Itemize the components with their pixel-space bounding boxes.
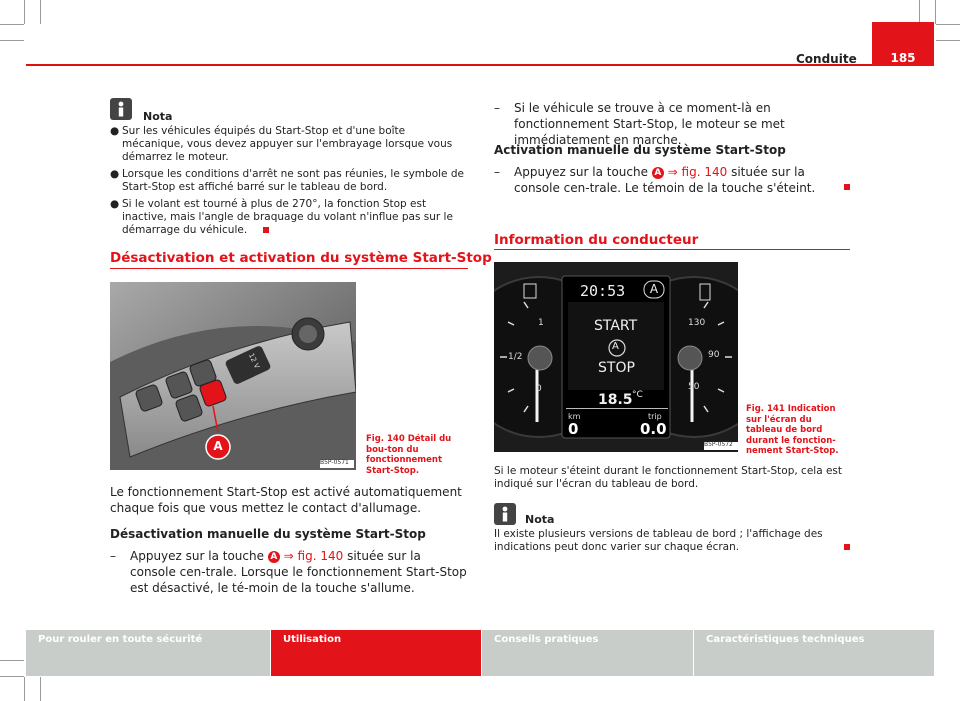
section-rule — [494, 249, 850, 250]
figure-code: B5P-0571 — [320, 459, 349, 466]
clock-display: 20:53 — [580, 282, 626, 300]
nota-bullet-list — [110, 125, 468, 237]
start-stop-symbol: A — [612, 341, 619, 352]
deactivation-heading: Désactivation manuelle du système Start-Stop — [110, 527, 426, 541]
fuel-tick-label: 0 — [536, 384, 542, 394]
fuel-tick-label: 1/2 — [508, 352, 523, 362]
page-number: 185 — [872, 22, 934, 66]
footer-tab-practical-tips[interactable]: Conseils pratiques — [482, 630, 693, 676]
section-end-marker — [263, 227, 269, 233]
section-end-marker — [844, 544, 850, 550]
crop-mark — [0, 24, 24, 25]
nota-title: Nota — [143, 110, 173, 123]
temp-tick-label: 50 — [688, 382, 700, 392]
bullet-text: Sur les véhicules équipés du Start-Stop et d'une boîte mécanique, vous devez appuyer sur l'embrayage lorsque vous démarrez le moteur. — [122, 125, 453, 163]
km-label: km — [568, 412, 581, 421]
start-label: START — [594, 318, 638, 334]
crop-mark — [0, 660, 24, 661]
list-item: ● Sur les véhicules équipés du Start-Stop et d'une boîte mécanique, vous devez appuyer sur l'embrayage lorsque vous démarrez le moteur. — [110, 125, 453, 163]
section-rule — [110, 268, 468, 269]
section-end-marker — [844, 184, 850, 190]
callout-a: A — [213, 439, 223, 453]
temp-unit: °C — [632, 390, 643, 400]
fuel-tick-label: 1 — [538, 318, 544, 328]
deactivation-step: – Appuyez sur la touche A ⇒ fig. 140 située sur la console cen-trale. Lorsque le fonctionnement Start-Stop est désactivé, le té-moin de la touche s'allume. — [110, 549, 467, 595]
trip-value: 0.0 — [640, 420, 667, 438]
crop-mark — [40, 677, 41, 701]
list-item: ● Lorsque les conditions d'arrêt ne sont pas réunies, le symbole de Start-Stop est affiché barré sur le tableau de bord. — [110, 168, 464, 193]
figure-caption: Fig. 141 Indication sur l'écran du tableau de bord durant le fonction-nement Start-Stop. — [746, 404, 839, 456]
socket-label: 12 V — [246, 352, 261, 370]
figure-140-photo — [110, 282, 356, 470]
intro-paragraph: Le fonctionnement Start-Stop est activé automatiquement chaque fois que vous mettez le contact d'allumage. — [110, 485, 462, 515]
temp-tick-label: 130 — [688, 318, 706, 328]
crop-mark — [919, 0, 920, 24]
crop-mark — [936, 24, 960, 25]
info-icon — [494, 503, 516, 525]
crop-mark — [40, 0, 41, 24]
bullet-text: Lorsque les conditions d'arrêt ne sont pas réunies, le symbole de Start-Stop est affiché barré sur le tableau de bord. — [122, 168, 464, 193]
crop-mark — [935, 0, 936, 24]
stop-label: STOP — [598, 360, 635, 376]
crop-mark — [0, 40, 24, 41]
activation-heading: Activation manuelle du système Start-Stop — [494, 143, 786, 157]
figure-141-dashboard — [494, 262, 738, 452]
section-title: Information du conducteur — [494, 232, 699, 248]
callout-a: A — [268, 551, 280, 563]
info-icon — [110, 98, 132, 120]
figure-code: B5P-0572 — [704, 441, 733, 448]
info-paragraph: Si le moteur s'éteint durant le fonctionnement Start-Stop, cela est indiqué sur l'écran du tableau de bord. — [494, 465, 843, 490]
temp-tick-label: 90 — [708, 350, 720, 360]
footer-tab-safety[interactable]: Pour rouler en toute sécurité — [26, 630, 270, 676]
chapter-title: Conduite — [796, 52, 857, 66]
list-item: ● Si le volant est tourné à plus de 270°, la fonction Stop est inactive, mais l'angle de braquage du volant n'influe pas sur le démarrage du véhicule. — [110, 198, 453, 236]
crop-mark — [24, 0, 25, 24]
figure-link[interactable]: ⇒ fig. 140 — [283, 549, 344, 563]
figure-link[interactable]: ⇒ fig. 140 — [667, 165, 728, 179]
step-text: Appuyez sur la touche — [130, 549, 264, 563]
outside-temp-value: 18.5 — [598, 392, 633, 408]
footer-tab-utilisation[interactable]: Utilisation — [271, 630, 481, 676]
nota-text: Il existe plusieurs versions de tableau de bord ; l'affichage des indications peut donc varier sur chaque écran. — [494, 528, 823, 553]
step-text: située sur la console cen-trale. Lorsque le fonctionnement Start-Stop est désactivé, le té-moin de la touche s'allume. — [130, 549, 467, 595]
figure-caption: Fig. 140 Détail du bou-ton du fonctionnement Start-Stop. — [366, 434, 452, 476]
nota-title: Nota — [525, 513, 555, 526]
trip-label: trip — [648, 412, 662, 421]
km-value: 0 — [568, 420, 579, 438]
step-text: située sur la console cen-trale. Le témoin de la touche s'éteint. — [514, 165, 816, 195]
crop-mark — [0, 676, 24, 677]
step-text: Appuyez sur la touche — [514, 165, 648, 179]
callout-a: A — [652, 167, 664, 179]
section-title: Désactivation et activation du système Start-Stop — [110, 250, 492, 266]
footer-tab-technical-data[interactable]: Caractéristiques techniques — [694, 630, 934, 676]
crop-mark — [24, 677, 25, 701]
dash-paragraph: – Si le véhicule se trouve à ce moment-là en fonctionnement Start-Stop, le moteur se met immédiatement en marche. — [494, 100, 850, 148]
crop-mark — [936, 40, 960, 41]
bullet-text: Si le volant est tourné à plus de 270°, la fonction Stop est inactive, mais l'angle de braquage du volant n'influe pas sur le démarrage du véhicule. — [122, 198, 453, 236]
activation-step: – Appuyez sur la touche A ⇒ fig. 140 située sur la console cen-trale. Le témoin de la touche s'éteint. — [494, 165, 816, 195]
step-text: Si le véhicule se trouve à ce moment-là en fonctionnement Start-Stop, le moteur se met immédiatement en marche. — [514, 101, 785, 147]
auto-indicator: A — [649, 282, 659, 296]
